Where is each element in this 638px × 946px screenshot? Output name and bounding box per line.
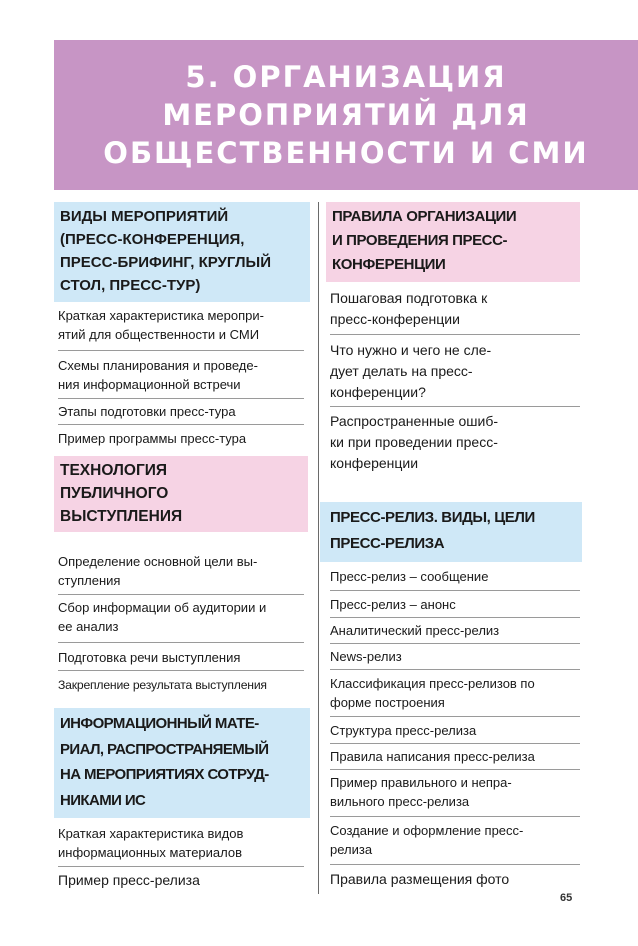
header-line: НА МЕРОПРИЯТИЯХ СОТРУД- bbox=[60, 766, 269, 783]
list-item bbox=[330, 747, 535, 766]
header-line: ПРЕСС-РЕЛИЗ. ВИДЫ, ЦЕЛИ bbox=[330, 509, 535, 526]
list-item bbox=[330, 821, 523, 859]
item-line: ее анализ bbox=[58, 619, 119, 634]
header-line: ПРАВИЛА ОРГАНИЗАЦИИ bbox=[332, 208, 517, 225]
list-item bbox=[330, 595, 456, 614]
header-line: ВЫСТУПЛЕНИЯ bbox=[60, 508, 183, 525]
item-line: форме построения bbox=[330, 695, 445, 710]
list-item bbox=[58, 306, 264, 344]
list-item bbox=[58, 676, 267, 695]
item-line: пресс-конференции bbox=[330, 311, 460, 327]
section-header-public-speaking bbox=[54, 456, 308, 532]
item-separator bbox=[330, 769, 580, 770]
item-separator bbox=[330, 816, 580, 817]
header-line: ТЕХНОЛОГИЯ bbox=[60, 462, 168, 479]
item-line: конференции? bbox=[330, 384, 426, 400]
item-separator bbox=[330, 334, 580, 335]
item-separator bbox=[330, 406, 580, 407]
header-line: (ПРЕСС-КОНФЕРЕНЦИЯ, bbox=[60, 231, 245, 248]
list-item bbox=[58, 871, 200, 890]
item-line: Сбор информации об аудитории и bbox=[58, 600, 267, 615]
item-line: Пресс-релиз – анонс bbox=[330, 597, 456, 612]
list-item bbox=[330, 773, 512, 811]
item-line: News-релиз bbox=[330, 649, 402, 664]
header-line: РИАЛ, РАСПРОСТРАНЯЕМЫЙ bbox=[60, 740, 269, 758]
list-item bbox=[58, 598, 266, 636]
list-item bbox=[330, 340, 491, 403]
item-line: Аналитический пресс-релиз bbox=[330, 623, 500, 638]
item-separator bbox=[58, 594, 304, 595]
header-line: НИКАМИ ИС bbox=[60, 791, 146, 809]
item-line: Этапы подготовки пресс-тура bbox=[58, 404, 236, 419]
item-line: Пример пресс-релиза bbox=[58, 872, 200, 888]
list-item bbox=[58, 402, 236, 421]
list-item bbox=[330, 647, 402, 666]
list-item bbox=[58, 648, 240, 667]
list-item bbox=[58, 552, 257, 590]
item-separator bbox=[330, 643, 580, 644]
item-line: Правила размещения фото bbox=[330, 871, 510, 887]
item-line: Подготовка речи выступления bbox=[58, 650, 241, 665]
item-separator bbox=[58, 642, 304, 643]
item-line: Пресс-релиз – сообщение bbox=[330, 569, 489, 584]
list-item bbox=[330, 567, 488, 586]
item-line: Правила написания пресс-релиза bbox=[330, 749, 535, 764]
list-item bbox=[330, 411, 498, 474]
header-line: ПРЕСС-БРИФИНГ, КРУГЛЫЙ bbox=[60, 254, 271, 271]
item-line: Краткая характеристика меропри- bbox=[58, 308, 264, 323]
list-item bbox=[58, 429, 246, 448]
item-line: Что нужно и чего не сле- bbox=[330, 342, 492, 358]
item-line: Классификация пресс-релизов по bbox=[330, 676, 535, 691]
title-line: МЕРОПРИЯТИЙ ДЛЯ bbox=[162, 98, 530, 132]
item-line: вильного пресс-релиза bbox=[330, 794, 470, 809]
list-item bbox=[330, 721, 476, 740]
page-number: 65 bbox=[560, 892, 573, 904]
item-line: Распространенные ошиб- bbox=[330, 413, 499, 429]
item-line: Структура пресс-релиза bbox=[330, 723, 477, 738]
item-line: Создание и оформление пресс- bbox=[330, 823, 524, 838]
item-separator bbox=[330, 716, 580, 717]
header-line: ВИДЫ МЕРОПРИЯТИЙ bbox=[60, 208, 229, 225]
item-separator bbox=[330, 617, 580, 618]
item-line: Определение основной цели вы- bbox=[58, 554, 258, 569]
item-line: конференции bbox=[330, 455, 419, 471]
header-line: СТОЛ, ПРЕСС-ТУР) bbox=[60, 277, 201, 294]
item-line: Закрепление результата выступления bbox=[58, 678, 267, 692]
header-line: ПРЕСС-РЕЛИЗА bbox=[330, 535, 445, 552]
item-separator bbox=[58, 670, 304, 671]
item-separator bbox=[330, 669, 580, 670]
header-line: КОНФЕРЕНЦИИ bbox=[332, 256, 446, 273]
title-banner bbox=[54, 40, 638, 190]
section-header-press-conference bbox=[326, 202, 580, 282]
title-line: 5. ОРГАНИЗАЦИЯ bbox=[185, 60, 507, 94]
item-line: ки при проведении пресс- bbox=[330, 434, 498, 450]
item-separator bbox=[58, 350, 304, 351]
item-separator bbox=[58, 398, 304, 399]
item-line: релиза bbox=[330, 842, 373, 857]
item-line: информационных материалов bbox=[58, 845, 243, 860]
title-line: ОБЩЕСТВЕННОСТИ И СМИ bbox=[103, 136, 589, 170]
item-line: Пример правильного и непра- bbox=[330, 775, 512, 790]
item-line: Пример программы пресс-тура bbox=[58, 431, 247, 446]
header-line: ПУБЛИЧНОГО bbox=[60, 485, 169, 502]
list-item bbox=[58, 356, 258, 394]
item-separator bbox=[330, 590, 580, 591]
list-item bbox=[330, 674, 535, 712]
item-separator bbox=[58, 424, 304, 425]
header-line: ИНФОРМАЦИОННЫЙ МАТЕ- bbox=[60, 715, 259, 732]
item-separator bbox=[330, 864, 580, 865]
list-item bbox=[330, 288, 487, 330]
item-separator bbox=[58, 866, 304, 867]
item-line: ятий для общественности и СМИ bbox=[58, 327, 260, 342]
header-line: И ПРОВЕДЕНИЯ ПРЕСС- bbox=[332, 232, 508, 249]
item-line: ния информационной встречи bbox=[58, 377, 241, 392]
list-item bbox=[330, 621, 499, 640]
column-divider bbox=[318, 202, 319, 894]
item-separator bbox=[330, 743, 580, 744]
section-header-event-types bbox=[54, 202, 310, 302]
item-line: Пошаговая подготовка к bbox=[330, 290, 488, 306]
item-line: дует делать на пресс- bbox=[330, 363, 473, 379]
list-item bbox=[58, 824, 243, 862]
section-header-press-release bbox=[320, 502, 582, 562]
item-line: ступления bbox=[58, 573, 121, 588]
section-header-info-material bbox=[54, 708, 310, 818]
list-item bbox=[330, 870, 509, 889]
item-line: Краткая характеристика видов bbox=[58, 826, 244, 841]
item-line: Схемы планирования и проведе- bbox=[58, 358, 258, 373]
